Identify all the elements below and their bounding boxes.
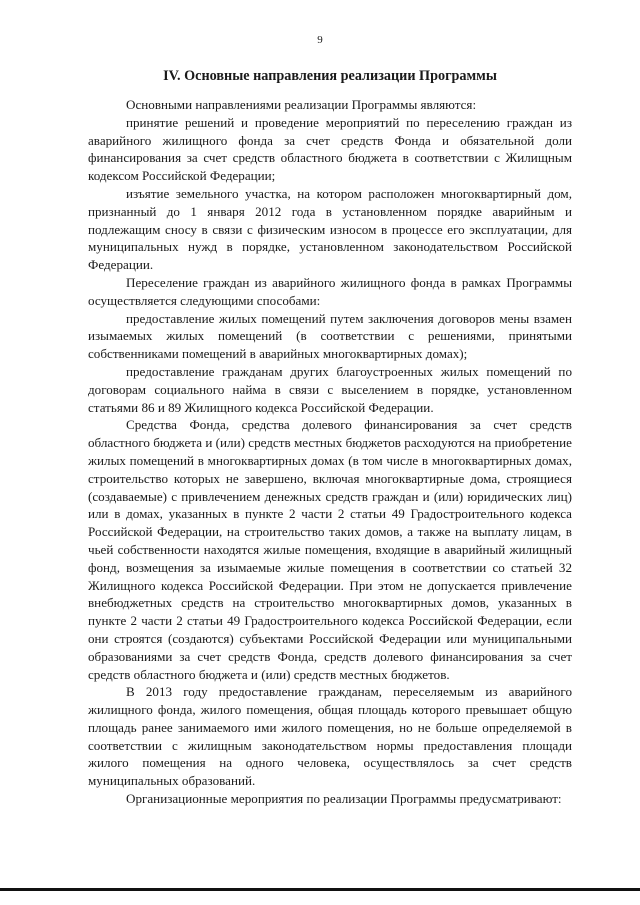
page-number: 9 <box>317 34 323 46</box>
paragraph-2013-allocation: В 2013 году предоставление гражданам, переселяемым из аварийного жилищного фонда, жилого помещения, общая площадь которого превышает общую площадь ранее занимаемого ими жилого помещения, но не больше определяемой в соответствии с жилищным законодательством нормы предоставления площади жилого помещения на одного человека, осуществлялось за счет средств муниципальных образований. <box>88 684 572 789</box>
paragraph-exchange-contracts: предоставление жилых помещений путем заключения договоров мены взамен изымаемых жилых помещений (в соответствии с решениями, принятыми собственниками помещений в аварийных многоквартирных домах); <box>88 310 572 362</box>
document-body <box>88 96 572 808</box>
paragraph-resettlement-methods: Переселение граждан из аварийного жилищного фонда в рамках Программы осуществляется следующими способами: <box>88 274 572 308</box>
paragraph-fund-spending: Средства Фонда, средства долевого финансирования за счет средств областного бюджета и (или) средств местных бюджетов расходуются на приобретение жилых помещений в многоквартирных домах (в том числе в многоквартирных домах, строительство которых не завершено, включая многоквартирные дома, строящиеся (создаваемые) с привлечением денежных средств граждан и (или) юридических лиц) или в домах, указанных в пункте 2 части 2 статьи 49 Градостроительного кодекса Российской Федерации, на строительство таких домов, а также на выплату лицам, в чьей собственности находятся жилые помещения, входящие в аварийный жилищный фонд, возмещения за изымаемые жилые помещения в соответствии со статьей 32 Жилищного кодекса Российской Федерации. При этом не допускается привлечение внебюджетных средств на строительство многоквартирных домов, указанных в пункте 2 части 2 статьи 49 Градостроительного кодекса Российской Федерации, если они строятся (создаются) субъектами Российской Федерации или муниципальными образованиями за счет средств Фонда, средств долевого финансирования за счет средств областного бюджета и (или) средств местных бюджетов. <box>88 417 572 682</box>
paragraph-resettlement-decisions: принятие решений и проведение мероприятий по переселению граждан из аварийного жилищного фонда за счет средств Фонда и обязательной доли финансирования за счет средств областного бюджета в соответствии с Жилищным кодексом Российской Федерации; <box>88 114 572 184</box>
paragraph-land-seizure: изъятие земельного участка, на котором расположен многоквартирный дом, признанный до 1 января 2012 года в установленном порядке аварийным и подлежащим сносу в связи с физическим износом в процессе его эксплуатации, для муниципальных нужд в порядке, установленном законодательством Российской Федерации. <box>88 185 572 273</box>
section-heading: IV. Основные направления реализации Программы <box>163 68 497 84</box>
bottom-border-line <box>0 888 640 891</box>
paragraph-intro: Основными направлениями реализации Программы являются: <box>126 97 477 112</box>
paragraph-organizational-measures: Организационные мероприятия по реализации Программы предусматривают: <box>126 791 562 807</box>
paragraph-social-lease: предоставление гражданам других благоустроенных жилых помещений по договорам социального найма в связи с выселением в порядке, установленном статьями 86 и 89 Жилищного кодекса Российской Федерации. <box>88 363 572 415</box>
